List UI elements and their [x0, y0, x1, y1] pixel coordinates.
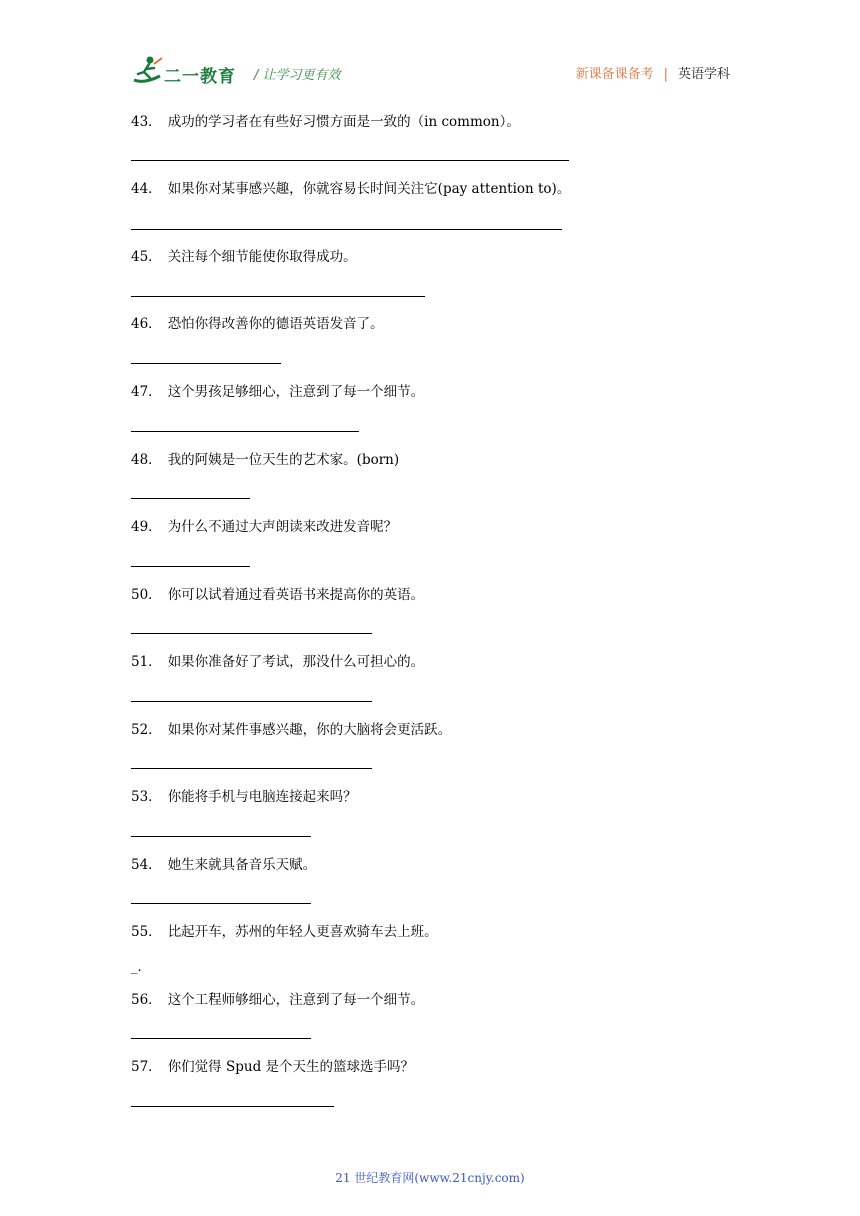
question-text: 这个男孩足够细心，注意到了每一个细节。	[167, 384, 425, 400]
header-subject-label: 英语学科	[677, 67, 730, 82]
question-number: 56．	[131, 992, 162, 1008]
question-item	[131, 856, 316, 874]
question-text: 恐怕你得改善你的德语英语发音了。	[167, 316, 384, 332]
header-separator: |	[663, 67, 668, 82]
question-item	[131, 991, 424, 1009]
question-item	[131, 451, 399, 469]
answer-line[interactable]	[131, 229, 562, 230]
header-subject	[576, 63, 730, 82]
slogan: / 让学习更有效	[254, 68, 341, 83]
answer-line[interactable]	[131, 903, 311, 904]
question-number: 57．	[131, 1059, 162, 1075]
question-text: 关注每个细节能使你取得成功。	[167, 249, 357, 265]
question-item	[131, 180, 570, 198]
runner-logo-icon	[130, 54, 166, 88]
question-number: 49．	[131, 519, 162, 535]
question-number: 50．	[131, 587, 162, 603]
question-number: 55．	[131, 924, 162, 940]
answer-line[interactable]	[131, 296, 425, 297]
question-item	[131, 518, 397, 536]
question-text: 如果你对某事感兴趣，你就容易长时间关注它(pay attention to)。	[167, 181, 571, 197]
question-number: 44．	[131, 181, 162, 197]
question-number: 43．	[131, 114, 162, 130]
question-number: 51．	[131, 654, 162, 670]
question-number: 47．	[131, 384, 162, 400]
answer-line[interactable]	[131, 768, 372, 769]
question-item	[131, 383, 424, 401]
question-text: 这个工程师够细心，注意到了每一个细节。	[167, 992, 425, 1008]
page-header	[130, 54, 730, 94]
question-text: 你能将手机与电脑连接起来吗？	[167, 789, 357, 805]
header-tagline: 新课备课备考	[575, 67, 654, 82]
answer-line[interactable]	[131, 633, 372, 634]
question-item	[131, 788, 357, 806]
answer-line[interactable]	[131, 566, 250, 567]
question-number: 48．	[131, 452, 162, 468]
question-number: 45．	[131, 249, 162, 265]
question-item	[131, 923, 438, 941]
question-text: 你可以试着通过看英语书来提高你的英语。	[167, 587, 425, 603]
question-item	[131, 248, 357, 266]
question-text: 你们觉得 Spud 是个天生的篮球选手吗？	[167, 1059, 414, 1075]
question-item	[131, 653, 424, 671]
question-number: 53．	[131, 789, 162, 805]
question-item	[131, 586, 424, 604]
answer-line[interactable]	[131, 836, 311, 837]
question-text: 为什么不通过大声朗读来改进发音呢？	[167, 519, 398, 535]
question-item	[131, 315, 384, 333]
answer-line[interactable]	[131, 1106, 334, 1107]
question-number: 52．	[131, 722, 162, 738]
question-item	[131, 113, 520, 131]
question-text: 我的阿姨是一位天生的艺术家。(born)	[167, 452, 400, 468]
question-text: 如果你准备好了考试，那没什么可担心的。	[167, 654, 425, 670]
answer-line[interactable]	[131, 498, 250, 499]
question-text: 她生来就具备音乐天赋。	[167, 857, 317, 873]
answer-mark: _.	[131, 960, 142, 975]
question-number: 54．	[131, 857, 162, 873]
question-text: 比起开车，苏州的年轻人更喜欢骑车去上班。	[167, 924, 438, 940]
page-footer: 21 世纪教育网(www.21cnjy.com)	[335, 1171, 525, 1185]
answer-line[interactable]	[131, 701, 372, 702]
question-item	[131, 1058, 414, 1076]
question-text: 如果你对某件事感兴趣，你的大脑将会更活跃。	[167, 722, 452, 738]
question-number: 46．	[131, 316, 162, 332]
logo	[130, 54, 250, 90]
logo-text: 二一教育	[164, 67, 236, 87]
question-text: 成功的学习者在有些好习惯方面是一致的（in common）。	[167, 114, 520, 130]
answer-line[interactable]	[131, 1038, 311, 1039]
question-item	[131, 721, 451, 739]
answer-line[interactable]	[131, 363, 281, 364]
answer-line[interactable]	[131, 431, 359, 432]
answer-line[interactable]	[131, 160, 569, 161]
